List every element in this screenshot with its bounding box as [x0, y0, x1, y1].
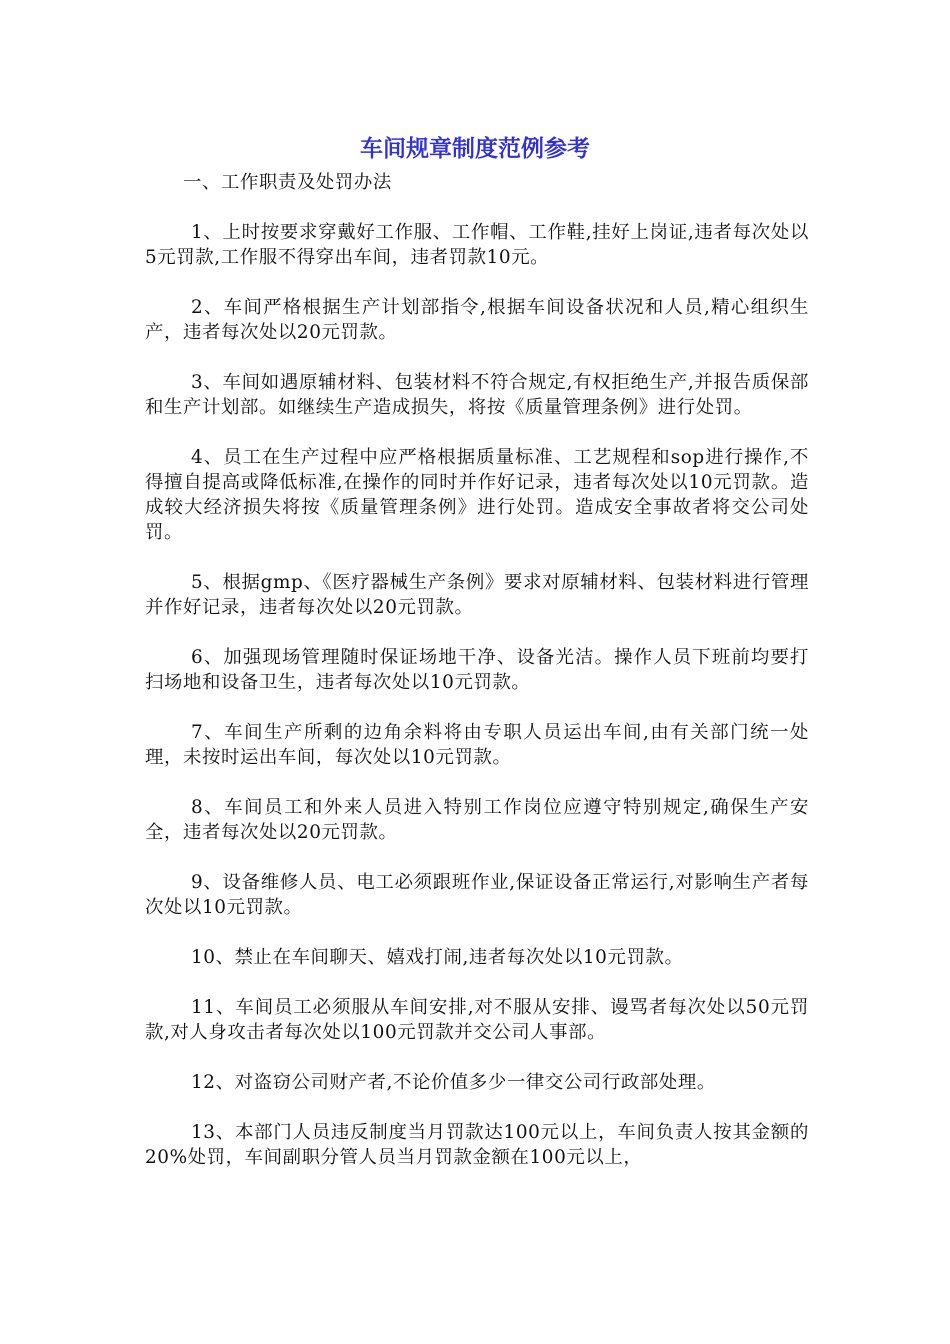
rule-paragraph-10: 10、禁止在车间聊天、嬉戏打闹,违者每次处以10元罚款。 [191, 947, 684, 968]
rule-paragraph-4: 4、员工在生产过程中应严格根据质量标准、工艺规程和sop进行操作,不得擅自提高或降低标准,在操作的同时并作好记录，违者每次处以10元罚款。造成较大经济损失将按《质量管理条例》进行处罚。造成安全事故者将交公司处罚。 [145, 447, 809, 543]
rule-paragraph-5: 5、根据gmp、《医疗器械生产条例》要求对原辅材料、包装材料进行管理并作好记录，违者每次处以20元罚款。 [145, 572, 809, 618]
rule-paragraph-12: 12、对盗窃公司财产者,不论价值多少一律交公司行政部处理。 [191, 1072, 716, 1093]
rule-paragraph-13: 13、本部门人员违反制度当月罚款达100元以上，车间负责人按其金额的20%处罚，车间副职分管人员当月罚款金额在100元以上， [145, 1122, 809, 1168]
document-body [145, 170, 809, 1170]
rule-paragraph-3: 3、车间如遇原辅材料、包装材料不符合规定,有权拒绝生产,并报告质保部和生产计划部。如继续生产造成损失，将按《质量管理条例》进行处罚。 [145, 372, 809, 418]
rule-paragraph-11: 11、车间员工必须服从车间安排,对不服从安排、谩骂者每次处以50元罚款,对人身攻击者每次处以100元罚款并交公司人事部。 [145, 997, 809, 1043]
rule-paragraph-1: 1、上时按要求穿戴好工作服、工作帽、工作鞋,挂好上岗证,违者每次处以5元罚款,工作服不得穿出车间，违者罚款10元。 [145, 222, 809, 268]
document-title: 车间规章制度范例参考 [360, 136, 590, 162]
section-heading: 一、工作职责及处罚办法 [183, 172, 392, 193]
rule-paragraph-2: 2、车间严格根据生产计划部指令,根据车间设备状况和人员,精心组织生产，违者每次处以20元罚款。 [145, 297, 809, 343]
rule-paragraph-6: 6、加强现场管理随时保证场地干净、设备光洁。操作人员下班前均要打扫场地和设备卫生，违者每次处以10元罚款。 [145, 647, 809, 693]
rule-paragraph-7: 7、车间生产所剩的边角余料将由专职人员运出车间,由有关部门统一处理，未按时运出车间，每次处以10元罚款。 [145, 722, 809, 768]
rule-paragraph-9: 9、设备维修人员、电工必须跟班作业,保证设备正常运行,对影响生产者每次处以10元罚款。 [145, 872, 809, 918]
rule-paragraph-8: 8、车间员工和外来人员进入特别工作岗位应遵守特别规定,确保生产安全，违者每次处以20元罚款。 [145, 797, 809, 843]
